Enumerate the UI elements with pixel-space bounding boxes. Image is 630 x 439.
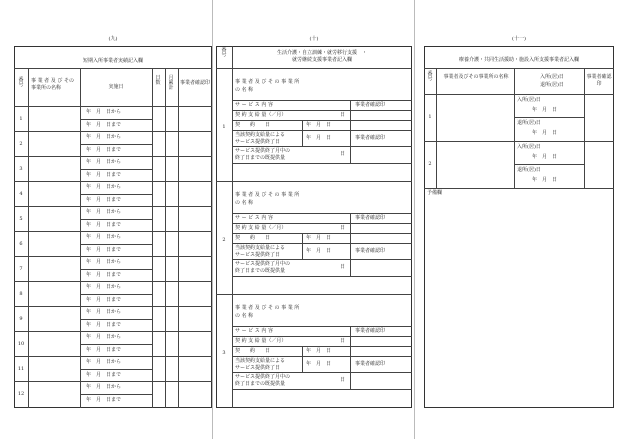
end-date-field[interactable]: 年 月 日 (306, 135, 332, 141)
section-number: (十一) (512, 36, 526, 42)
date-to[interactable]: 年 月 日まで (86, 196, 122, 203)
date-from[interactable]: 年 月 日から (86, 234, 122, 240)
date-from[interactable]: 年 月 日から (86, 284, 122, 290)
row-number: 2 (19, 140, 23, 147)
day-unit: 日 (340, 151, 346, 157)
out-label: 退所(居)日 (517, 167, 541, 173)
section-title-line2: 就労継続支援事業者記入欄 (291, 57, 352, 63)
date-from[interactable]: 年 月 日から (86, 159, 122, 165)
date-to[interactable]: 年 月 日まで (86, 121, 122, 128)
provider-name-label: 事 業 者 及 び そ の 事 業 所 の 名 称 (235, 305, 300, 319)
out-date-field[interactable]: 年 月 日 (532, 130, 558, 136)
date-from[interactable]: 年 月 日から (86, 334, 122, 340)
date-to[interactable]: 年 月 日まで (86, 396, 122, 403)
contract-date-label: 契 約 日 (235, 122, 271, 128)
day-unit: 日 (340, 264, 346, 270)
in-label: 入所(居)日 (517, 97, 541, 103)
page-fold-right (414, 0, 415, 439)
section-title: 短期入所事業者実績記入欄 (82, 58, 143, 64)
date-to[interactable]: 年 月 日まで (86, 271, 122, 278)
section-title: 療養介護・共同生活援助・施設入所支援事業者記入欄 (458, 57, 579, 63)
service-content-label: サ ー ビ ス 内 容 (235, 215, 273, 221)
confirm-label: 事業者確認印 (355, 135, 386, 141)
row-number: 10 (17, 340, 25, 347)
section-title-line1: 生活介護・自立訓練・就労移行支援 ・ (276, 50, 367, 56)
confirm-label: 事業者確認印 (355, 328, 386, 334)
header-name: 事 業 者 及 び その事業所の名称 (31, 78, 74, 91)
remaining-label-1: サービス提供終了月中の (235, 148, 291, 154)
row-number: 4 (19, 190, 23, 197)
date-to[interactable]: 年 月 日まで (86, 221, 122, 228)
out-label: 退所(居)日 (517, 120, 541, 126)
end-label-2: サービス提供終了日 (235, 365, 281, 371)
date-from[interactable]: 年 月 日から (86, 359, 122, 365)
end-label-1: 当該契約支給量による (235, 358, 286, 364)
remaining-label-2: 終了日までの既提供量 (235, 155, 286, 161)
section-number: (九) (108, 36, 118, 42)
date-to[interactable]: 年 月 日まで (86, 296, 122, 303)
date-from[interactable]: 年 月 日から (86, 259, 122, 265)
date-from[interactable]: 年 月 日から (86, 209, 122, 215)
contract-date-label: 契 約 日 (235, 348, 271, 354)
header-name: 事業者及びその事業所の名称 (443, 74, 509, 80)
contract-date-field[interactable]: 年 月 日 (306, 235, 332, 241)
header-in: 入所(居)日 (540, 74, 564, 80)
date-from[interactable]: 年 月 日から (86, 134, 122, 140)
block-number: 2 (222, 237, 226, 243)
header-no: 番号 (18, 77, 24, 88)
block-number: 2 (428, 161, 432, 167)
contract-amount-label: 契 約 支 給 量（／月） (235, 225, 287, 231)
block-number: 1 (428, 114, 432, 120)
block-number: 3 (222, 350, 226, 356)
header-confirm: 事業者確認印 (180, 80, 211, 86)
in-label: 入所(居)日 (517, 144, 541, 150)
date-from[interactable]: 年 月 日から (86, 184, 122, 190)
date-to[interactable]: 年 月 日まで (86, 246, 122, 253)
end-date-field[interactable]: 年 月 日 (306, 248, 332, 254)
service-content-label: サ ー ビ ス 内 容 (235, 102, 273, 108)
header-no: 番号 (221, 47, 227, 58)
day-unit: 日 (340, 338, 346, 344)
page-fold-left (212, 0, 213, 439)
row-number: 12 (17, 390, 25, 397)
header-days: 日数 (155, 75, 161, 86)
header-confirm: 事業者確認印 (586, 74, 612, 87)
date-to[interactable]: 年 月 日まで (86, 146, 122, 153)
day-unit: 日 (340, 225, 346, 231)
contract-date-field[interactable]: 年 月 日 (306, 348, 332, 354)
row-number: 7 (19, 265, 23, 272)
row-number: 8 (19, 290, 23, 297)
header-date: 実施日 (108, 84, 124, 90)
confirm-label: 事業者確認印 (355, 215, 386, 221)
out-date-field[interactable]: 年 月 日 (532, 177, 558, 183)
remaining-label-1: サービス提供終了月中の (235, 261, 291, 267)
row-number: 3 (19, 165, 23, 172)
contract-amount-label: 契 約 支 給 量（／月） (235, 112, 287, 118)
date-to[interactable]: 年 月 日まで (86, 321, 122, 328)
end-date-field[interactable]: 年 月 日 (306, 361, 332, 367)
row-number: 11 (17, 365, 25, 372)
date-from[interactable]: 年 月 日から (86, 384, 122, 390)
provider-name-label: 事 業 者 及 び そ の 事 業 所 の 名 称 (235, 79, 300, 93)
row-number: 1 (19, 115, 23, 122)
end-label-2: サービス提供終了日 (235, 139, 281, 145)
day-unit: 日 (340, 112, 346, 118)
in-date-field[interactable]: 年 月 日 (532, 107, 558, 113)
header-total: 月累計 (168, 75, 174, 91)
row-number: 6 (19, 240, 23, 247)
in-date-field[interactable]: 年 月 日 (532, 154, 558, 160)
spare-field-label: 予備欄 (427, 190, 443, 196)
date-from[interactable]: 年 月 日から (86, 109, 122, 115)
row-number: 9 (19, 315, 23, 322)
section-number: (十) (309, 36, 319, 42)
date-from[interactable]: 年 月 日から (86, 309, 122, 315)
remaining-label-1: サービス提供終了月中の (235, 374, 291, 380)
row-number: 5 (19, 215, 23, 222)
header-no: 番号 (427, 71, 433, 82)
confirm-label: 事業者確認印 (355, 102, 386, 108)
end-label-2: サービス提供終了日 (235, 252, 281, 258)
contract-date-label: 契 約 日 (235, 235, 271, 241)
date-to[interactable]: 年 月 日まで (86, 371, 122, 378)
remaining-label-2: 終了日までの既提供量 (235, 381, 286, 387)
date-to[interactable]: 年 月 日まで (86, 346, 122, 353)
confirm-label: 事業者確認印 (355, 361, 386, 367)
service-content-label: サ ー ビ ス 内 容 (235, 328, 273, 334)
block-number: 1 (222, 124, 226, 130)
header-out: 退所(居)日 (540, 82, 564, 88)
provider-name-label: 事 業 者 及 び そ の 事 業 所 の 名 称 (235, 192, 300, 206)
remaining-label-2: 終了日までの既提供量 (235, 268, 286, 274)
contract-date-field[interactable]: 年 月 日 (306, 122, 332, 128)
end-label-1: 当該契約支給量による (235, 245, 286, 251)
contract-amount-label: 契 約 支 給 量（／月） (235, 338, 287, 344)
date-to[interactable]: 年 月 日まで (86, 171, 122, 178)
confirm-label: 事業者確認印 (355, 248, 386, 254)
end-label-1: 当該契約支給量による (235, 132, 286, 138)
day-unit: 日 (340, 377, 346, 383)
